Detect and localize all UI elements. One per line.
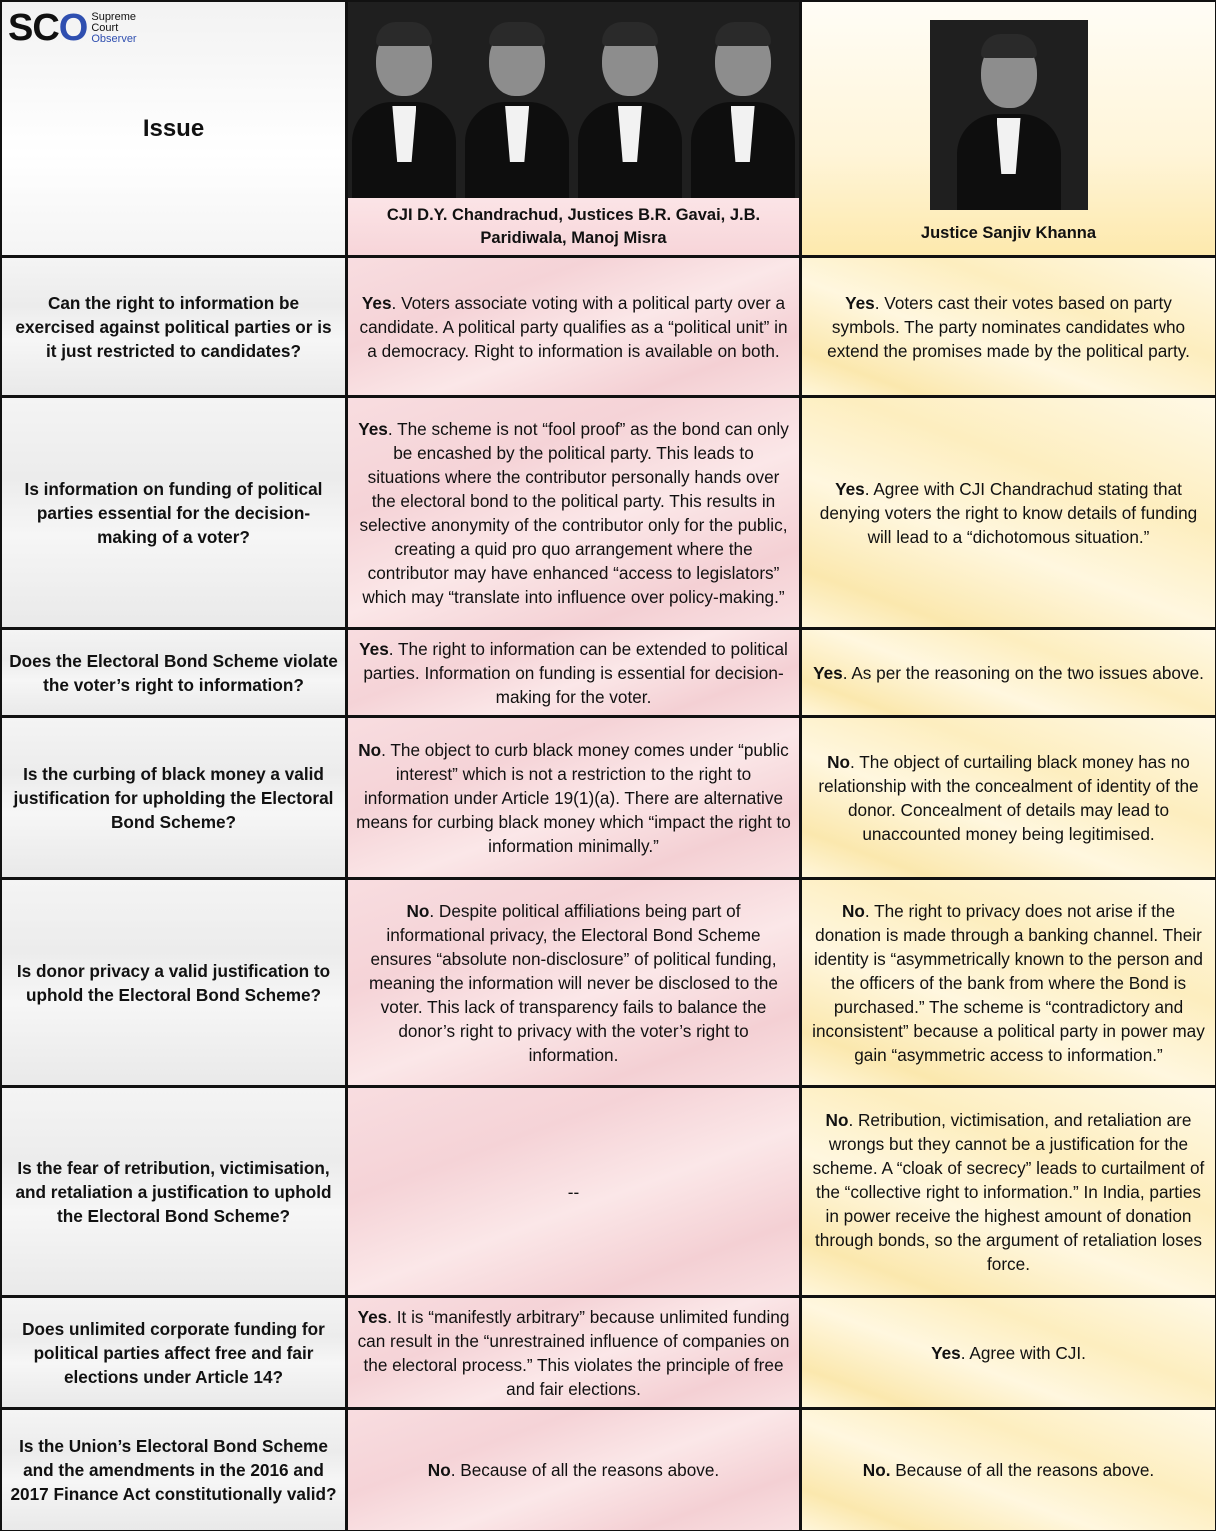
majority-cell — [346, 1086, 801, 1297]
minority-reasoning: . Agree with CJI Chandrachud stating that denying voters the right to know details of funding will lead to a “dichotomous situation.” — [819, 478, 1198, 547]
logo-line-2: Court — [91, 21, 119, 34]
majority-cell — [346, 1296, 801, 1409]
issue-text: Does the Electoral Bond Scheme violate the voter’s right to information? — [9, 650, 338, 695]
majority-reasoning: . Voters associate voting with a political party over a candidate. A political party qualifies as a “political unit” in a democracy. Right to information is available on both. — [359, 292, 788, 361]
minority-verdict: Yes — [931, 1342, 961, 1363]
majority-answer — [356, 899, 791, 1067]
issue-text: Is information on funding of political parties essential for the decision-making of a voter? — [24, 478, 323, 547]
minority-reasoning: . Agree with CJI. — [960, 1342, 1086, 1363]
minority-cell — [800, 878, 1216, 1087]
minority-cell — [800, 1408, 1216, 1531]
logo-wordmark — [91, 12, 136, 45]
logo-line-1: Supreme — [91, 10, 136, 23]
minority-verdict: No. — [862, 1460, 891, 1480]
minority-verdict: No — [827, 751, 851, 772]
judge-portrait — [352, 8, 456, 198]
majority-reasoning: . Because of all the reasons above. — [450, 1460, 720, 1480]
minority-answer — [810, 899, 1207, 1067]
majority-answer — [356, 291, 791, 363]
judge-portrait — [957, 20, 1061, 210]
issue-cell — [0, 1296, 347, 1409]
majority-answer — [356, 738, 791, 858]
minority-answer — [810, 1108, 1207, 1276]
header-issue-cell — [0, 0, 347, 257]
minority-reasoning: . As per the reasoning on the two issues above. — [842, 662, 1204, 683]
issue-cell — [0, 396, 347, 629]
issue-cell — [0, 878, 347, 1087]
majority-judges-names: CJI D.Y. Chandrachud, Justices B.R. Gavai, J.B. Paridiwala, Manoj Misra — [386, 205, 761, 247]
logo-mark — [8, 8, 87, 48]
minority-cell — [800, 256, 1216, 397]
judge-portrait — [578, 8, 682, 198]
majority-verdict: Yes — [359, 638, 389, 659]
majority-reasoning: . The scheme is not “fool proof” as the bond can only be encashed by the political party. This leads to situations where the contributor personally hands over the electoral bond to the political party. This results in selective anonymity of the contributor only for the public, creating a quid pro quo arrangement where the contributor may have enhanced “access to legislators” which may “translate into influence over policy-making.” — [359, 418, 789, 607]
majority-reasoning: -- — [567, 1181, 580, 1202]
minority-reasoning: . Retribution, victimisation, and retaliation are wrongs but they cannot be a justification for the scheme. A “cloak of secrecy” leads to curtailment of the “collective right to information.” In India, parties in power receive the highest amount of donation through bonds, so the argument of retaliation loses force. — [812, 1109, 1205, 1274]
minority-verdict: Yes — [835, 478, 865, 499]
minority-answer — [931, 1341, 1086, 1365]
sco-logo — [8, 8, 137, 48]
issue-text: Is donor privacy a valid justification to uphold the Electoral Bond Scheme? — [16, 960, 331, 1005]
majority-cell — [346, 396, 801, 629]
minority-cell — [800, 1296, 1216, 1409]
majority-verdict: Yes — [361, 292, 392, 313]
judge-portrait — [465, 8, 569, 198]
minority-cell — [800, 1086, 1216, 1297]
minority-reasoning: . The right to privacy does not arise if the donation is made through a banking channel. Their identity is “asymmetrically known to the person and the officers of the bank from where the Bond is purchased.” The scheme is “contradictory and inconsistent” because a political party in power may gain “asymmetric access to information.” — [812, 900, 1205, 1065]
minority-verdict: Yes — [813, 662, 843, 683]
header-minority-cell — [800, 0, 1216, 257]
minority-answer — [810, 291, 1207, 363]
issue-text: Does unlimited corporate funding for political parties affect free and fair elections under Article 14? — [22, 1318, 325, 1387]
issue-cell — [0, 1408, 347, 1531]
minority-verdict: No — [841, 900, 865, 921]
majority-answer — [568, 1180, 579, 1204]
logo-line-3: Observer — [91, 32, 137, 45]
header-majority-cell — [346, 0, 801, 257]
majority-cell — [346, 878, 801, 1087]
majority-answer — [428, 1458, 719, 1482]
issue-text: Is the curbing of black money a valid justification for upholding the Electoral Bond Scheme? — [13, 763, 334, 832]
minority-reasoning: . The object of curtailing black money has no relationship with the concealment of identity of the donor. Concealment of details may lead to unaccounted money being legitimised. — [818, 751, 1199, 844]
issue-cell — [0, 1086, 347, 1297]
issue-cell — [0, 256, 347, 397]
issue-text: Can the right to information be exercised against political parties or is it just restricted to candidates? — [15, 292, 332, 361]
majority-cell — [346, 628, 801, 717]
majority-answer — [356, 637, 791, 709]
minority-reasoning: Because of all the reasons above. — [890, 1460, 1155, 1480]
majority-reasoning: . The object to curb black money comes under “public interest” which is not a restriction to the right to information under Article 19(1)(a). There are alternative means for curbing black money which “impact the right to information minimally.” — [356, 739, 791, 856]
logo-mark-sc: SC — [8, 7, 59, 49]
minority-cell — [800, 396, 1216, 629]
issue-cell — [0, 716, 347, 879]
issue-cell — [0, 628, 347, 717]
minority-cell — [800, 716, 1216, 879]
majority-verdict: No — [358, 739, 382, 760]
logo-mark-o: O — [58, 7, 88, 49]
minority-judge-name: Justice Sanjiv Khanna — [920, 223, 1097, 242]
majority-reasoning: . It is “manifestly arbitrary” because unlimited funding can result in the “unrestrained influence of companies on the electoral process.” This violates the principle of free and fair elections. — [357, 1306, 790, 1399]
minority-answer — [813, 661, 1204, 685]
issue-text: Is the Union’s Electoral Bond Scheme and the amendments in the 2016 and 2017 Finance Act constitutionally valid? — [10, 1436, 337, 1504]
majority-cell — [346, 256, 801, 397]
majority-verdict: No — [406, 900, 430, 921]
minority-answer — [863, 1458, 1154, 1482]
majority-reasoning: . Despite political affiliations being part of informational privacy, the Electoral Bond Scheme ensures “absolute non-disclosure” of political funding, meaning the information will never be disclosed to the voter. This lack of transparency fails to balance the donor’s right to privacy with the voter’s right to information. — [369, 900, 778, 1065]
judge-portrait — [691, 8, 795, 198]
majority-judges-photo — [348, 2, 799, 198]
minority-judge-photo — [930, 20, 1088, 210]
minority-verdict: Yes — [845, 292, 875, 313]
minority-answer — [810, 477, 1207, 549]
majority-answer — [356, 417, 791, 609]
majority-verdict: Yes — [358, 418, 388, 439]
majority-reasoning: . The right to information can be extended to political parties. Information on funding is essential for decision-making for the voter. — [363, 638, 788, 707]
majority-cell — [346, 1408, 801, 1531]
minority-answer — [810, 750, 1207, 846]
majority-cell — [346, 716, 801, 879]
issue-text: Is the fear of retribution, victimisation, and retaliation a justification to uphold the Electoral Bond Scheme? — [15, 1157, 332, 1226]
majority-answer — [356, 1305, 791, 1401]
minority-cell — [800, 628, 1216, 717]
issue-column-heading: Issue — [142, 114, 205, 142]
minority-verdict: No — [825, 1109, 849, 1130]
minority-reasoning: . Voters cast their votes based on party symbols. The party nominates candidates who extend the promises made by the political party. — [827, 292, 1190, 361]
majority-verdict: No — [427, 1460, 451, 1480]
majority-verdict: Yes — [357, 1306, 388, 1327]
